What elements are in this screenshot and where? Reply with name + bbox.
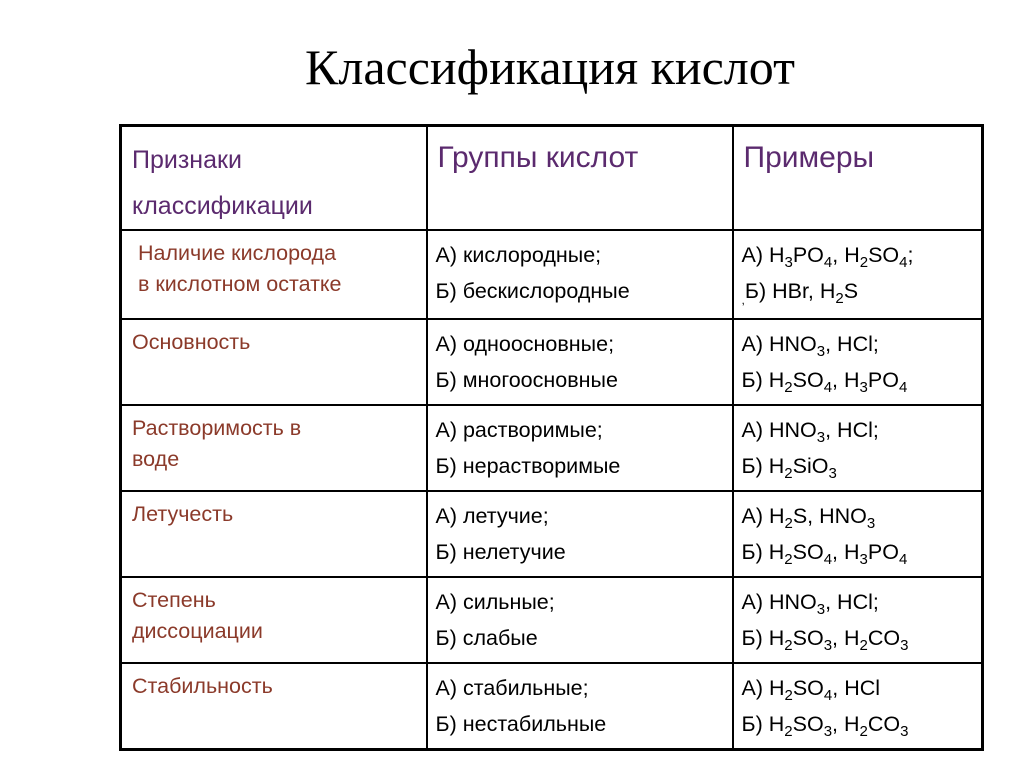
feature-line2: воде xyxy=(132,447,180,471)
feature-cell xyxy=(121,663,427,750)
header-groups-label: Группы кислот xyxy=(437,141,639,174)
example-b: Б) $H_2SO_3$, $H_2CO_3$ xyxy=(741,626,909,654)
header-groups xyxy=(427,126,733,231)
feature-cell xyxy=(121,491,427,577)
feature-line1: Наличие кислорода xyxy=(138,241,337,265)
group-b: Б) бескислородные xyxy=(435,279,630,303)
group-b: Б) нестабильные xyxy=(435,712,607,736)
table-row xyxy=(121,491,983,577)
example-a: А) $H_2S$, $HNO_3$ xyxy=(741,504,876,532)
example-cell xyxy=(733,319,983,405)
example-a: А) $H_2SO_4$, HCl xyxy=(741,676,881,704)
feature-line2: диссоциации xyxy=(132,619,263,643)
table-row xyxy=(121,230,983,319)
group-cell xyxy=(427,405,733,491)
table-row xyxy=(121,577,983,663)
example-cell xyxy=(733,230,983,319)
page-title: Классификация кислот xyxy=(305,39,795,95)
group-a: А) кислородные; xyxy=(435,243,602,267)
example-b: Б) $H_2SO_3$, $H_2CO_3$ xyxy=(741,712,909,740)
example-cell xyxy=(733,491,983,577)
example-a: А) $HNO_3$, HCl; xyxy=(741,418,879,446)
group-a: А) летучие; xyxy=(435,504,549,528)
group-b: Б) слабые xyxy=(435,626,538,650)
example-a: А) $HNO_3$, HCl; xyxy=(741,332,879,360)
example-cell xyxy=(733,405,983,491)
header-features-line1: Признаки xyxy=(132,146,242,174)
group-b: Б) нелетучие xyxy=(435,540,566,564)
group-a: А) стабильные; xyxy=(435,676,589,700)
group-b: Б) многоосновные xyxy=(435,368,618,392)
feature-cell xyxy=(121,230,427,319)
example-cell xyxy=(733,663,983,750)
feature-line1: Летучесть xyxy=(132,502,234,526)
feature-line1: Стабильность xyxy=(132,674,273,698)
feature-line2: в кислотном остатке xyxy=(138,272,342,296)
group-a: А) сильные; xyxy=(435,590,555,614)
header-examples xyxy=(733,126,983,231)
feature-cell xyxy=(121,577,427,663)
example-b: Б) $H_2SO_4$, $H_3PO_4$ xyxy=(741,368,908,396)
feature-cell xyxy=(121,319,427,405)
header-features xyxy=(121,126,427,231)
group-a: А) одноосновные; xyxy=(435,332,615,356)
table-row xyxy=(121,319,983,405)
example-b: Б) $H_2SO_4$, $H_3PO_4$ xyxy=(741,540,908,568)
table-row xyxy=(121,663,983,750)
header-row xyxy=(121,126,983,231)
example-cell xyxy=(733,577,983,663)
group-cell xyxy=(427,319,733,405)
group-cell xyxy=(427,230,733,319)
header-examples-label: Примеры xyxy=(743,141,875,174)
group-cell xyxy=(427,577,733,663)
example-b: Б) $H_2SiO_3$ xyxy=(741,454,837,482)
example-a: А) $HNO_3$, HCl; xyxy=(741,590,879,618)
header-features-line2: классификации xyxy=(132,192,313,220)
group-b: Б) нерастворимые xyxy=(435,454,621,478)
feature-line1: Основность xyxy=(132,330,251,354)
group-a: А) растворимые; xyxy=(435,418,603,442)
feature-line1: Растворимость в xyxy=(132,416,302,440)
example-b: $_,$Б) HBr, $H_2S$ xyxy=(741,279,859,307)
feature-line1: Степень xyxy=(132,588,216,612)
table-row xyxy=(121,405,983,491)
group-cell xyxy=(427,663,733,750)
classification-table xyxy=(119,124,984,751)
group-cell xyxy=(427,491,733,577)
example-a: А) $H_3PO_4$, $H_2SO_4$; xyxy=(741,243,914,271)
feature-cell xyxy=(121,405,427,491)
